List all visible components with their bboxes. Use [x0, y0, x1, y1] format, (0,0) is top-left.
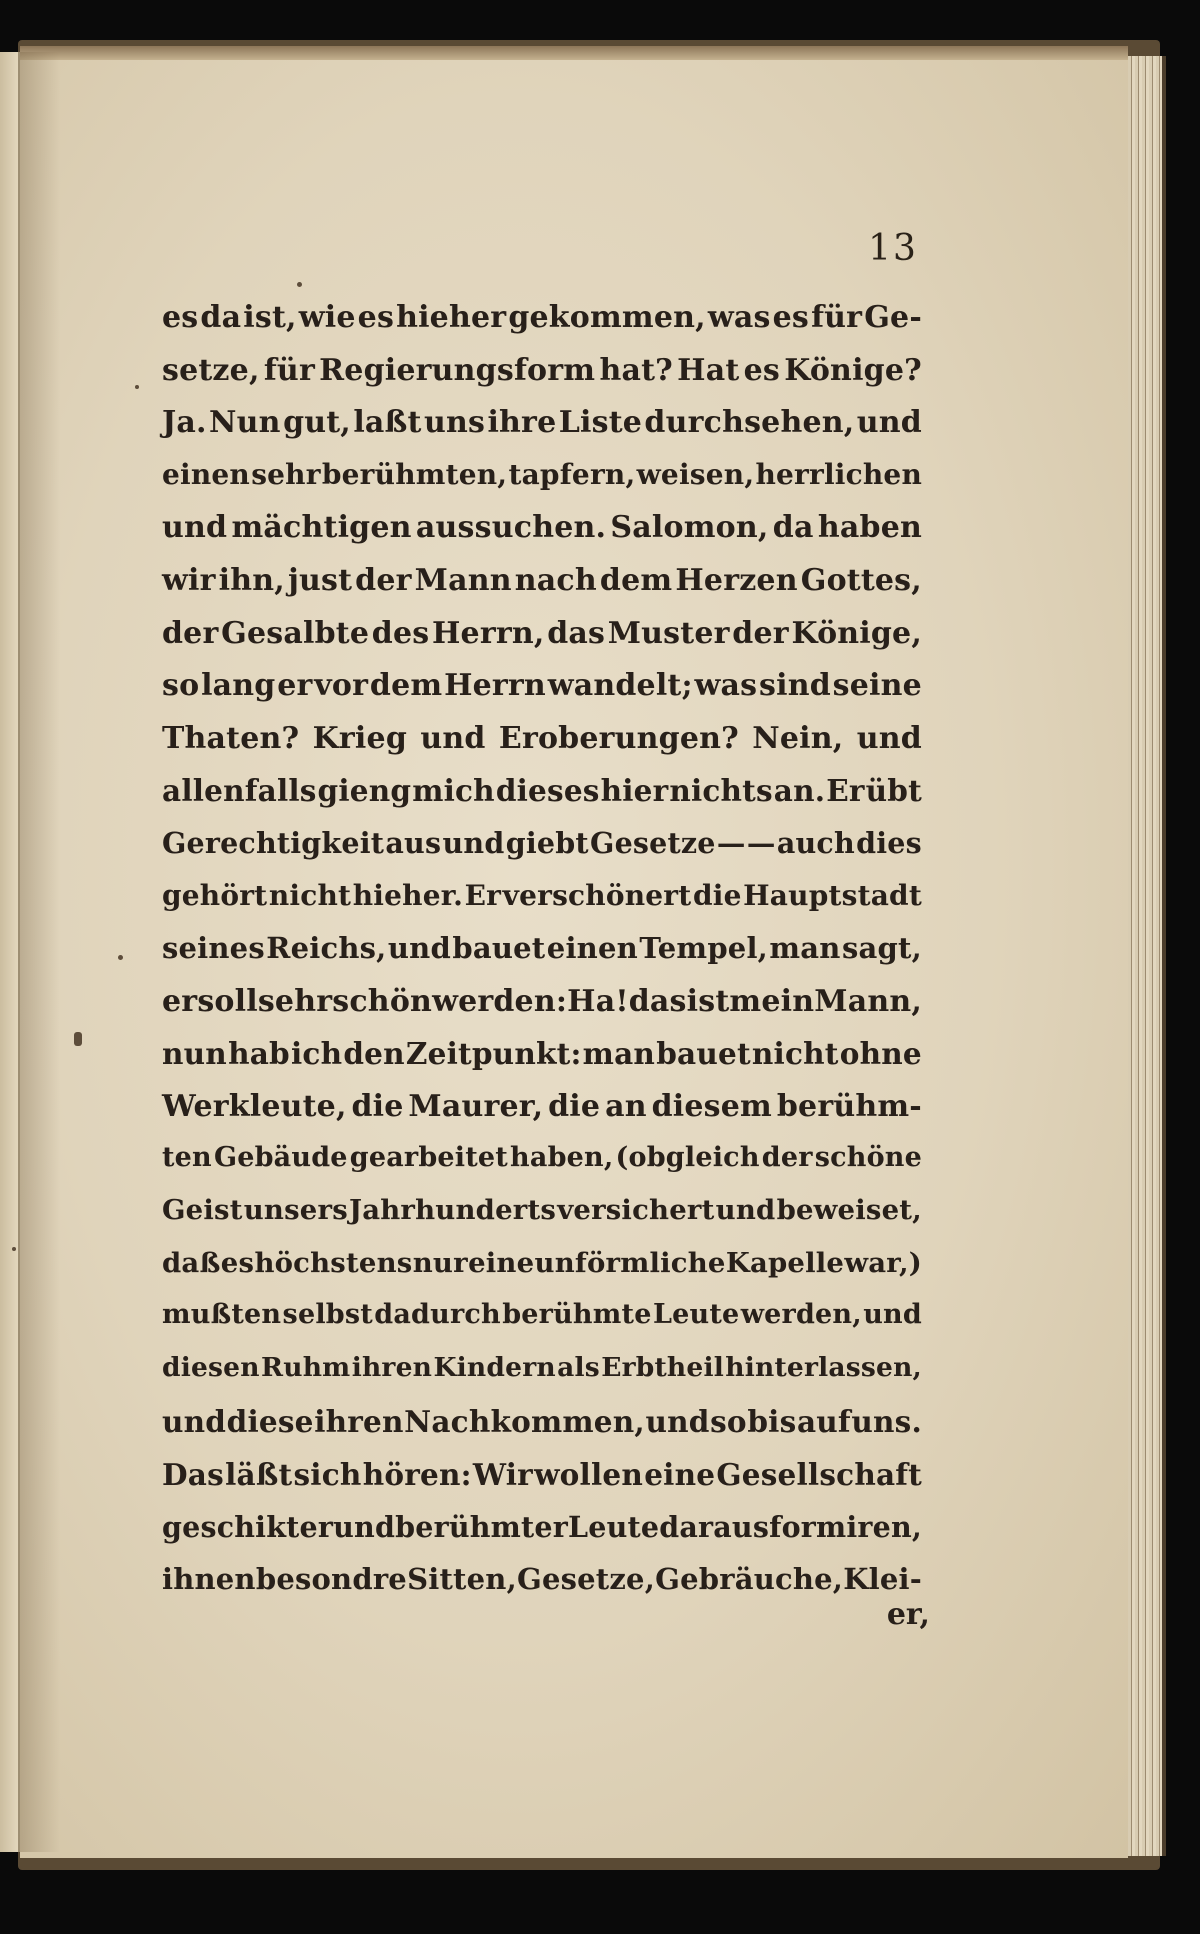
text-line: daß es höchstens nur eine unförmliche Kapelle war,) — [162, 1246, 922, 1279]
text-line: einen sehr berühmten, tapfern, weisen, herrlichen — [162, 457, 922, 491]
text-line: Werkleute, die Maurer, die an diesem berühm- — [162, 1088, 922, 1124]
text-line: und mächtigen aussuchen. Salomon, da haben — [162, 510, 922, 546]
text-line: setze, für Regierungsform hat? Hat es Könige? — [162, 352, 922, 388]
text-line: Thaten? Krieg und Eroberungen? Nein, und — [162, 720, 922, 756]
previous-page-edge — [0, 52, 20, 1852]
text-line: nun hab ich den Zeitpunkt: man bauet nicht ohne — [162, 1036, 922, 1072]
page-fore-edge — [1128, 56, 1166, 1856]
ink-speck — [135, 385, 139, 389]
text-line: allenfalls gieng mich dieses hier nichts an. Er übt — [162, 773, 922, 809]
text-line: und diese ihren Nachkommen, und so bis auf uns. — [162, 1404, 922, 1440]
text-line: gehört nicht hieher. Er verschönert die Hauptstadt — [162, 878, 922, 912]
text-line: er soll sehr schön werden: Ha! das ist mein Mann, — [162, 983, 922, 1019]
text-line: es da ist, wie es hieher gekommen, was es für Ge- — [162, 300, 922, 335]
text-line: Geist unsers Jahrhunderts versichert und beweiset, — [162, 1194, 922, 1227]
text-line: Gerechtigkeit aus und giebt Gesetze — — auch dies — [162, 825, 922, 860]
text-line: geschikter und berühmter Leute daraus formiren, — [162, 1509, 922, 1544]
text-line: ten Gebäude gearbeitet haben, (obgleich der schöne — [162, 1141, 922, 1173]
text-line: Das läßt sich hören: Wir wollen eine Gesellschaft — [162, 1457, 922, 1493]
page-gutter-shadow — [20, 52, 60, 1852]
ink-speck — [74, 1032, 82, 1046]
text-line: seines Reichs, und bauet einen Tempel, man sagt, — [162, 931, 922, 966]
text-line: diesen Ruhm ihren Kindern als Erbtheil hinterlassen, — [162, 1351, 922, 1383]
catchword: er, — [886, 1597, 930, 1632]
page-number: 13 — [868, 228, 918, 269]
text-line: so lang er vor dem Herrn wandelt; was sind seine — [162, 668, 922, 704]
text-line: wir ihn, just der Mann nach dem Herzen Gottes, — [162, 562, 922, 598]
page-top-edge — [20, 46, 1128, 60]
ink-speck — [297, 282, 302, 287]
ink-speck — [118, 955, 123, 960]
text-line: mußten selbst dadurch berühmte Leute werden, und — [162, 1299, 922, 1331]
text-line: Ja. Nun gut, laßt uns ihre Liste durchsehen, und — [162, 405, 922, 441]
text-line: der Gesalbte des Herrn, das Muster der Könige, — [162, 615, 922, 651]
text-line: ihnen besondre Sitten, Gesetze, Gebräuche, Klei- — [162, 1562, 922, 1597]
body-text — [162, 300, 922, 1615]
ink-speck — [12, 1247, 16, 1251]
